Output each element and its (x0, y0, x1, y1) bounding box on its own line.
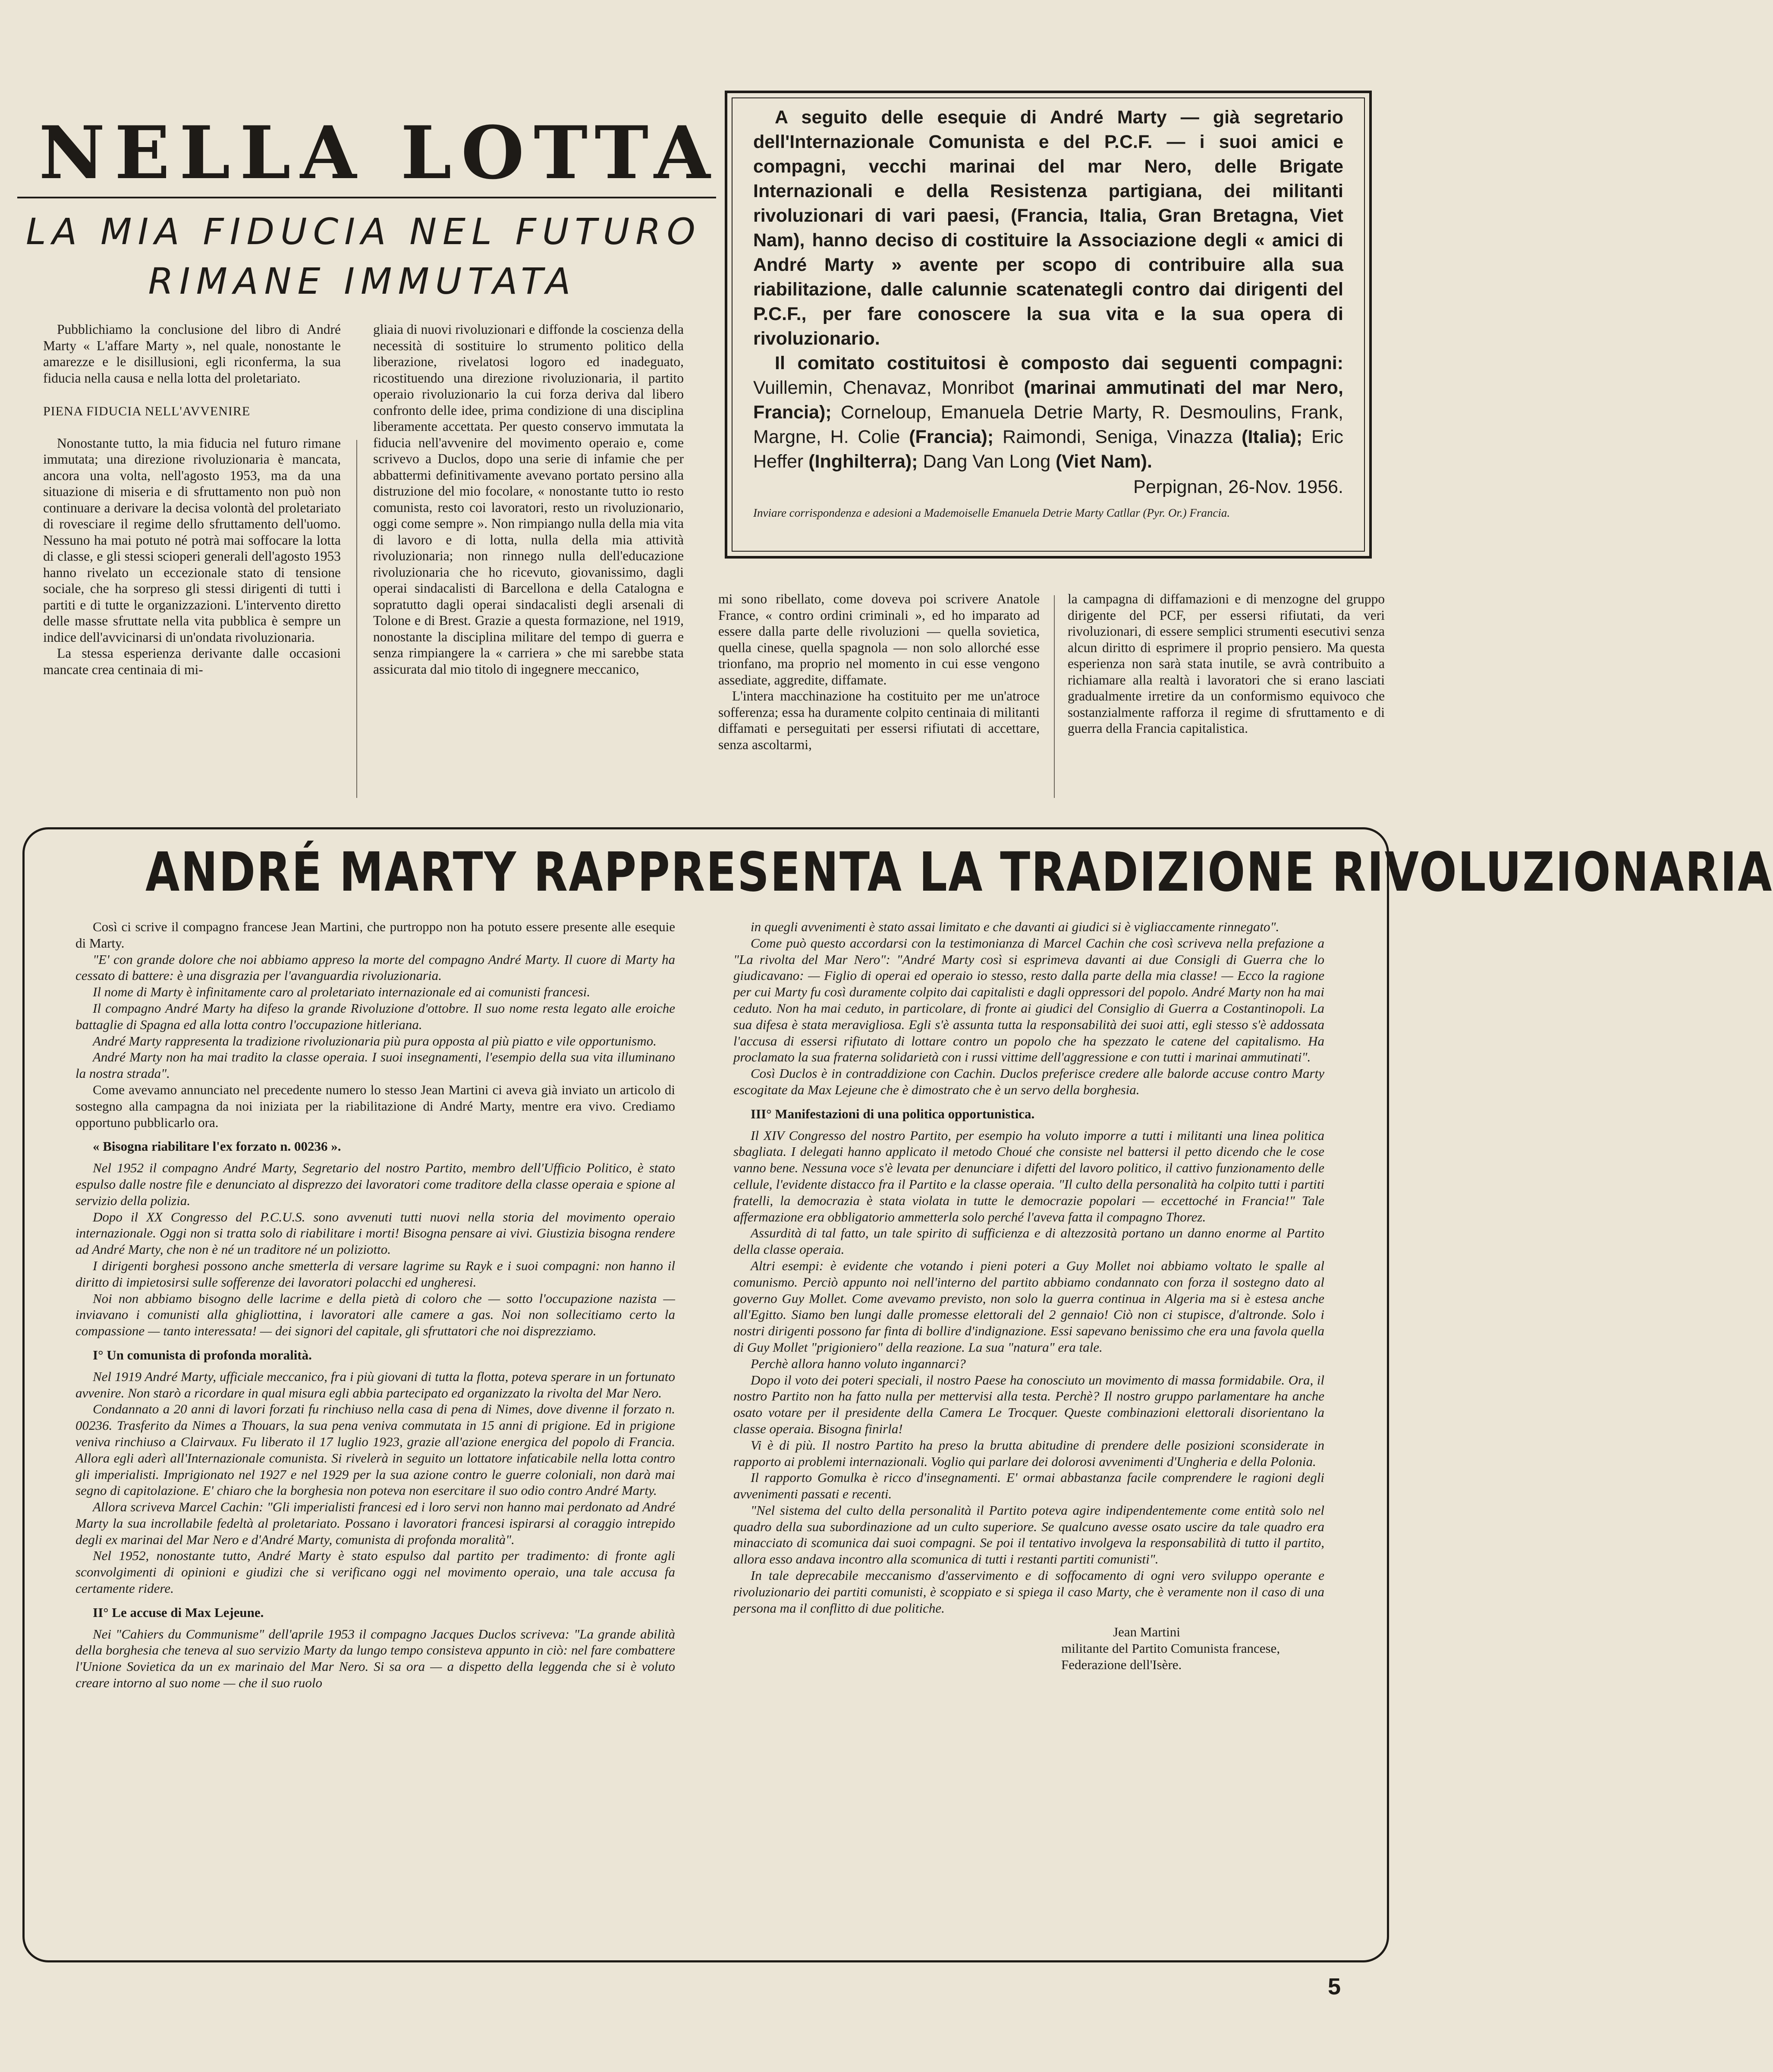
body-paragraph: André Marty non ha mai tradito la classe operaia. I suoi insegnamenti, l'esempio della sua vita illuminano la nostra strada". (75, 1049, 675, 1081)
main-article-column-right (733, 919, 1324, 1673)
section-heading: « Bisogna riabilitare l'ex forzato n. 00236 ». (93, 1139, 341, 1154)
body-paragraph: la campagna di diffamazioni e di menzogne del gruppo dirigente del PCF, per essersi rifiutati, da veri rivoluzionari, di essere semplici strumenti esecutivi senza alcun diritto di esprimere il proprio pensiero. Ma questa esperienza non sarà stata inutile, se avrà contribuito a richiamare alla realtà i lavoratori che si erano lasciati gradualmente irretire da un conformismo equivoco che sostanzialmente rafforza il regime di sfruttamento e di guerra della Francia capitalistica. (1068, 591, 1385, 736)
announcement-date: Perpignan, 26-Nov. 1956. (1133, 477, 1343, 497)
body-paragraph: La stessa esperienza derivante dalle occasioni mancate crea centinaia di mi- (43, 646, 341, 677)
signature-name: Jean Martini (1113, 1624, 1180, 1640)
main-article-column-left (75, 919, 675, 1691)
headline-rule (17, 197, 716, 198)
body-paragraph: Il nome di Marty è infinitamente caro al proletariato internazionale ed ai comunisti francesi. (93, 984, 591, 1000)
tag-france-2: (Francia); (909, 427, 994, 447)
body-paragraph: gliaia di nuovi rivoluzionari e diffonde la coscienza della necessità di sostituire lo strumento politico della liberazione, rivelatosi logoro ed inadeguato, ricostituendo una direzione rivoluzionaria, il partito operaio rivoluzionario la cui forza deriva dal libero confronto delle idee, prima condizione di una disciplina liberamente accettata. Per questo conservo immutata la fiducia nell'avvenire del movimento operaio e, come scrivevo a Duclos, dopo una serie di infamie che per abbattermi definitivamente avevano portato persino alla distruzione del mio focolare, « nonostante tutto io resto comunista, resto coi lavoratori, resto un rivoluzionario, oggi come sempre ». Non rimpiango nulla della mia vita di lavoro e di lotta, nulla della mia attività rivoluzionaria; non rinnego nulla dell'educazione rivoluzionaria che ho ricevuto, giovanissimo, dagli operai sindacalisti di Barcellona e della Catalogna e sopratutto dagli operai sindacalisti degli arsenali di Tolone e di Brest. Grazie a questa formazione, nel 1919, nonostante la disciplina militare del tempo di guerra e senza rimpiangere la « carriera » che mi sarebbe stata assicurata dal mio titolo di ingegnere meccanico, (373, 322, 684, 677)
body-paragraph: Così ci scrive il compagno francese Jean Martini, che purtroppo non ha potuto essere presente alle esequie di Marty. (75, 919, 675, 951)
committee-intro: Il comitato costituitosi è composto dai seguenti compagni: (775, 353, 1343, 374)
signature-role: militante del Partito Comunista francese, Federazione dell'Isère. (1061, 1641, 1280, 1673)
members-france-1: Vuillemin, Chenavaz, Monribot (753, 377, 1014, 398)
main-article-title: ANDRÉ MARTY RAPPRESENTA LA TRADIZIONE RIVOLUZIONARIA (145, 841, 1773, 904)
body-paragraph: Altri esempi: è evidente che votando i pieni poteri a Guy Mollet noi abbiamo voltato le spalle al comunismo. Perciò appunto noi nell'interno del partito abbiamo condannato con forza il sostegno dato al governo Guy Mollet. Come avevamo previsto, non solo la guerra continua in Algeria ma si è estesa anche all'Egitto. Siamo ben lungi dalle promesse elettorali del 2 gennaio! Ciò non ci stupisce, d'altronde. Solo i nostri dirigenti possono far finta di bollire d'indignazione. Essi sapevano benissimo che era una favola quella di Guy Mollet "prigioniero" della reazione. La sua "natura" era tale. (733, 1258, 1324, 1355)
column-divider (1054, 595, 1055, 798)
body-paragraph: In tale deprecabile meccanismo d'asservimento e di soffocamento di ogni vero sviluppo operante e rivoluzionario dei partiti comunisti, è scoppiato e si spiega il caso Marty, che è veramente non il caso di una persona ma il conflitto di due politiche. (733, 1568, 1324, 1616)
section-heading: PIENA FIDUCIA NELL'AVVENIRE (43, 404, 251, 418)
body-paragraph: Nei "Cahiers du Communisme" dell'aprile 1953 il compagno Jacques Duclos scriveva: "La grande abilità della borghesia che teneva al suo servizio Marty da lungo tempo consisteva appunto in ciò: nel fare combattere l'Unione Sovietica da un ex marinaio del Mar Nero. Si sa ora — a dispetto della leggenda che si è voluto creare intorno al suo nome — che il suo ruolo (75, 1626, 675, 1691)
body-paragraph: Nel 1952 il compagno André Marty, Segretario del nostro Partito, membro dell'Ufficio Politico, è stato espulso dalle nostre file e denunciato al disprezzo dei lavoratori come traditore della classe operaia e spione al servizio della polizia. (75, 1160, 675, 1208)
column-divider (356, 440, 357, 798)
announcement-box (725, 91, 1372, 559)
body-paragraph: "Nel sistema del culto della personalità il Partito poteva agire indipendentemente come entità solo nel quadro della sua subordinazione ad un culto superiore. Se qualcuno avesse osato uscire da tale quadro era minacciato di scomunica dai suoi compagni. Se poi il tentativo involgeva la responsabilità di tutto il partito, allora esso andava incontro alla scomunica di tutti i restanti partiti comunisti". (733, 1502, 1324, 1567)
members-uk: Eric Heffer (753, 427, 1344, 472)
body-paragraph: Perchè allora hanno voluto ingannarci? (751, 1356, 966, 1371)
body-paragraph: Nel 1919 André Marty, ufficiale meccanico, fra i più giovani di tutta la flotta, poteva sperare in un fortunato avvenire. Non starò a ricordare in qual misura egli abbia partecipato ed organizzato la rivolta del Mar Nero. (75, 1369, 675, 1400)
body-paragraph: Così Duclos è in contraddizione con Cachin. Duclos preferisce credere alle balorde accuse contro Marty escogitate da Max Lejeune che è dimostrato che è un servo della borghesia. (733, 1066, 1324, 1097)
body-paragraph: I dirigenti borghesi possono anche smetterla di versare lagrime su Rayk e i suoi compagni: non hanno il diritto di impietosirsi sulle sofferenze dei lavoratori polacchi ed ungheresi. (75, 1258, 675, 1290)
body-paragraph: Il XIV Congresso del nostro Partito, per esempio ha voluto imporre a tutti i militanti una linea politica sbagliata. I delegati hanno applicato il metodo Choué che consiste nel battersi il petto dicendo che le cose vanno bene. Nessuna voce s'è levata per denunciare i difetti del lavoro politico, il cattivo funzionamento delle cellule, l'evidente distacco fra il Partito e la classe operaia. "Il culto della personalità ha colpito tutti i partiti fratelli, la democrazia è stata violata in tutte le democrazie popolari — eccettoché in Francia!" Tale affermazione era obbligatorio ammetterla solo perché l'aveva fatta il compagno Thorez. (733, 1127, 1324, 1224)
body-paragraph: Come avevamo annunciato nel precedente numero lo stesso Jean Martini ci aveva già inviato un articolo di sostegno alla campagna da noi iniziata per la riabilitazione di André Marty, mentre era vivo. Crediamo opportuno pubblicarlo ora. (75, 1082, 675, 1130)
tag-uk: (Inghilterra); (808, 451, 918, 472)
body-paragraph: Vi è di più. Il nostro Partito ha preso la brutta abitudine di prendere delle posizioni sconsiderate in rapporto ai problemi internazionali. Voglio qui parlare dei dolorosi avvenimenti d'Ungheria e della Polonia. (733, 1437, 1324, 1469)
section-heading: III° Manifestazioni di una politica opportunistica. (751, 1106, 1035, 1121)
body-paragraph: Dopo il voto dei poteri speciali, il nostro Paese ha conosciuto un movimento di massa formidabile. Ora, il nostro Partito non ha fatto nulla per mettervisi alla testa. Perchè? Il nostro gruppo parlamentare ha anche osato votare per il presidente della Camera Le Trocquer. Queste combinazioni elettorali disorientano la classe operaia. Bisogna finirla! (733, 1372, 1324, 1436)
body-paragraph: Assurdità di tal fatto, un tale spirito di sufficienza e di altezzosità portano un danno enorme al Partito della classe operaia. (733, 1225, 1324, 1257)
tag-france-1: (marinai ammutinati del mar Nero, Francia); (753, 377, 1343, 423)
body-paragraph: Il rapporto Gomulka è ricco d'insegnamenti. E' ormai abbastanza facile comprendere le ragioni degli avvenimenti passati e recenti. (733, 1470, 1324, 1502)
intro-paragraph: Pubblichiamo la conclusione del libro di André Marty « L'affare Marty », nel quale, nonostante le amarezze e le disillusioni, egli riconferma, la sua fiducia nella causa e nella lotta del proletariato. (43, 322, 341, 386)
body-paragraph: in quegli avvenimenti è stato assai limitato e che davanti ai giudici si è vigliaccamente rinnegato". (751, 919, 1279, 934)
body-paragraph: Nonostante tutto, la mia fiducia nel futuro rimane immutata; una direzione rivoluzionaria è mancata, ancora una volta, nell'agosto 1953, ma da una situazione di miseria e di sfruttamento non può non continuare a derivare la decisa volontà del proletariato di rovesciare il regime dello sfruttamento dell'uomo. Nessuno ha mai potuto né potrà mai soffocare la lotta di classe, e gli stessi scioperi generali dell'agosto 1953 hanno rivelato un eccezionale stato di tensione sociale, che ha sorpreso gli stessi dirigenti di tutti i partiti e di tutte le organizzazioni. L'intervento diretto delle masse sfruttate nella vita pubblica è sempre un indice dell'avvicinarsi di un'ondata rivoluzionaria. (43, 435, 341, 645)
members-italy: Raimondi, Seniga, Vinazza (1003, 427, 1233, 447)
page-number: 5 (1328, 1974, 1341, 2000)
announcement-note: Inviare corrispondenza e adesioni a Mademoiselle Emanuela Detrie Marty Catllar (Pyr. Or.) Francia. (753, 506, 1230, 519)
body-paragraph: Come può questo accordarsi con la testimonianza di Marcel Cachin che così scriveva nella prefazione a "La rivolta del Mar Nero": "André Marty così si esprimeva davanti ai due Consigli di Guerra che lo giudicavano: — Figlio di operai ed operaio io stesso, resto dalla parte della mia classe! — Ecco la ragione per cui Marty fu così duramente colpito dai capitalisti e dagli oppressori del popolo. André Marty non ha mai ceduto. Non ha mai ceduto, in particolare, di fronte ai giudici del Consiglio di Guerra a Costantinopoli. La sua difesa è stata meravigliosa. Egli s'è assunta tutta la responsabilità dei suoi atti, egli stesso s'è addossata l'accusa di essersi rifiutato di lottare contro un popolo che ha spezzato le catene del capitalismo. Ha proclamato la sua fraterna solidarietà con i russi vittime dell'aggressione e con tutti i marinai ammutinati". (733, 935, 1324, 1065)
page-headline: NELLA LOTTA (39, 110, 720, 195)
section-heading: II° Le accuse di Max Lejeune. (93, 1604, 264, 1620)
subheadline-line-1: LA MIA FIDUCIA NEL FUTURO (26, 210, 701, 253)
body-paragraph: "E' con grande dolore che noi abbiamo appreso la morte del compagno André Marty. Il cuore di Marty ha cessato di battere: è una disgrazia per l'avanguardia rivoluzionaria. (75, 951, 675, 983)
top-article-column-3 (718, 591, 1040, 753)
announcement-paragraph: A seguito delle esequie di André Marty — già segretario dell'Internazionale Comunista e del P.C.F. — i suoi amici e compagni, vecchi marinai del mar Nero, delle Brigate Internazionali e della Resistenza partigiana, dei militanti rivoluzionari di vari paesi, (Francia, Italia, Gran Bretagna, Viet Nam), hanno deciso di costituire la Associazione degli « amici di André Marty » avente per scopo di contribuire alla sua riabilitazione, dalle calunnie scatenategli contro dai dirigenti del P.C.F., per fare conoscere la sua vita e la sua opera di rivoluzionario. (753, 107, 1343, 349)
body-paragraph: mi sono ribellato, come doveva poi scrivere Anatole France, « contro ordini criminali », ed ho imparato ad essere dalla parte delle rivoluzioni — quella sovietica, quella cinese, quella spagnola — non solo allorché esse trionfano, ma proprio nel momento in cui esse vengono assediate, aggredite, diffamate. (718, 591, 1040, 688)
right-column-body (733, 919, 1324, 1616)
tag-vietnam: (Viet Nam). (1056, 451, 1152, 472)
top-article-column-1 (43, 321, 341, 678)
tag-italy: (Italia); (1242, 427, 1303, 447)
body-paragraph: Condannato a 20 anni di lavori forzati fu rinchiuso nella casa di pena di Nimes, dove divenne il forzato n. 00236. Trasferito da Nimes a Thouars, la sua pena veniva commutata in 15 anni di prigione. Ed in prigione veniva rinchiuso a Clairvaux. Fu liberato il 17 luglio 1923, grazie all'azione energica del popolo di Francia. Allora egli aderì all'Internazionale comunista. Si rivelerà in seguito un lottatore infaticabile nella lotta contro gli imperialisti. Imprigionato nel 1927 e nel 1929 per la sua azione contro le guerre coloniali, non darà mai segno di capitolazione. E' chiaro che la borghesia non poteva non esercitare il suo odio contro André Marty. (75, 1401, 675, 1498)
members-france-2: Corneloup, Emanuela Detrie Marty, R. Desmoulins, Frank, Margne, H. Colie (753, 402, 1343, 447)
committee-paragraph (753, 351, 1343, 474)
body-paragraph: Noi non abbiamo bisogno delle lacrime e della pietà di coloro che — sotto l'occupazione nazista — inviavano i comunisti alla ghigliottina, i lavoratori alle camere a gas. Noi non sollecitiamo certo la compassione — tanto interessata! — dei signori del capitale, gli sfruttatori che noi disprezziamo. (75, 1290, 675, 1339)
announcement-text (753, 105, 1343, 474)
body-paragraph: Nel 1952, nonostante tutto, André Marty è stato espulso dal partito per tradimento: di fronte agli sconvolgimenti di opinioni e giudizi che si verificano oggi nel movimento operaio, una tale accusa fa certamente ridere. (75, 1548, 675, 1596)
top-article-column-4 (1068, 591, 1385, 737)
subheadline-line-2: RIMANE IMMUTATA (148, 260, 577, 302)
section-heading: I° Un comunista di profonda moralità. (93, 1347, 312, 1362)
members-vietnam: Dang Van Long (923, 451, 1051, 472)
body-paragraph: Dopo il XX Congresso del P.C.U.S. sono avvenuti tutti nuovi nella storia del movimento operaio internazionale. Oggi non si tratta solo di riabilitare i morti! Bisogna pensare ai vivi. Giustizia bisogna rendere ad André Marty, che non è né un traditore né un poliziotto. (75, 1209, 675, 1257)
body-paragraph: Il compagno André Marty ha difeso la grande Rivoluzione d'ottobre. Il suo nome resta legato alle eroiche battaglie di Spagna ed alla lotta contro l'occupazione hitleriana. (75, 1000, 675, 1032)
top-article-column-2 (373, 321, 684, 677)
body-paragraph: L'intera macchinazione ha costituito per me un'atroce sofferenza; essa ha duramente colpito centinaia di militanti diffamati e perseguitati per essersi rifiutati di accettare, senza ascoltarmi, (718, 688, 1040, 752)
body-paragraph: Allora scriveva Marcel Cachin: "Gli imperialisti francesi ed i loro servi non hanno mai perdonato ad André Marty la sua incrollabile fedeltà al proletariato. Possano i lavoratori francesi ispirarsi al coraggio intrepido degli ex marinai del Mar Nero e d'André Marty, comunista di profonda moralità". (75, 1499, 675, 1547)
body-paragraph: André Marty rappresenta la tradizione rivoluzionaria più pura opposta al più piatto e vile opportunismo. (93, 1033, 657, 1049)
